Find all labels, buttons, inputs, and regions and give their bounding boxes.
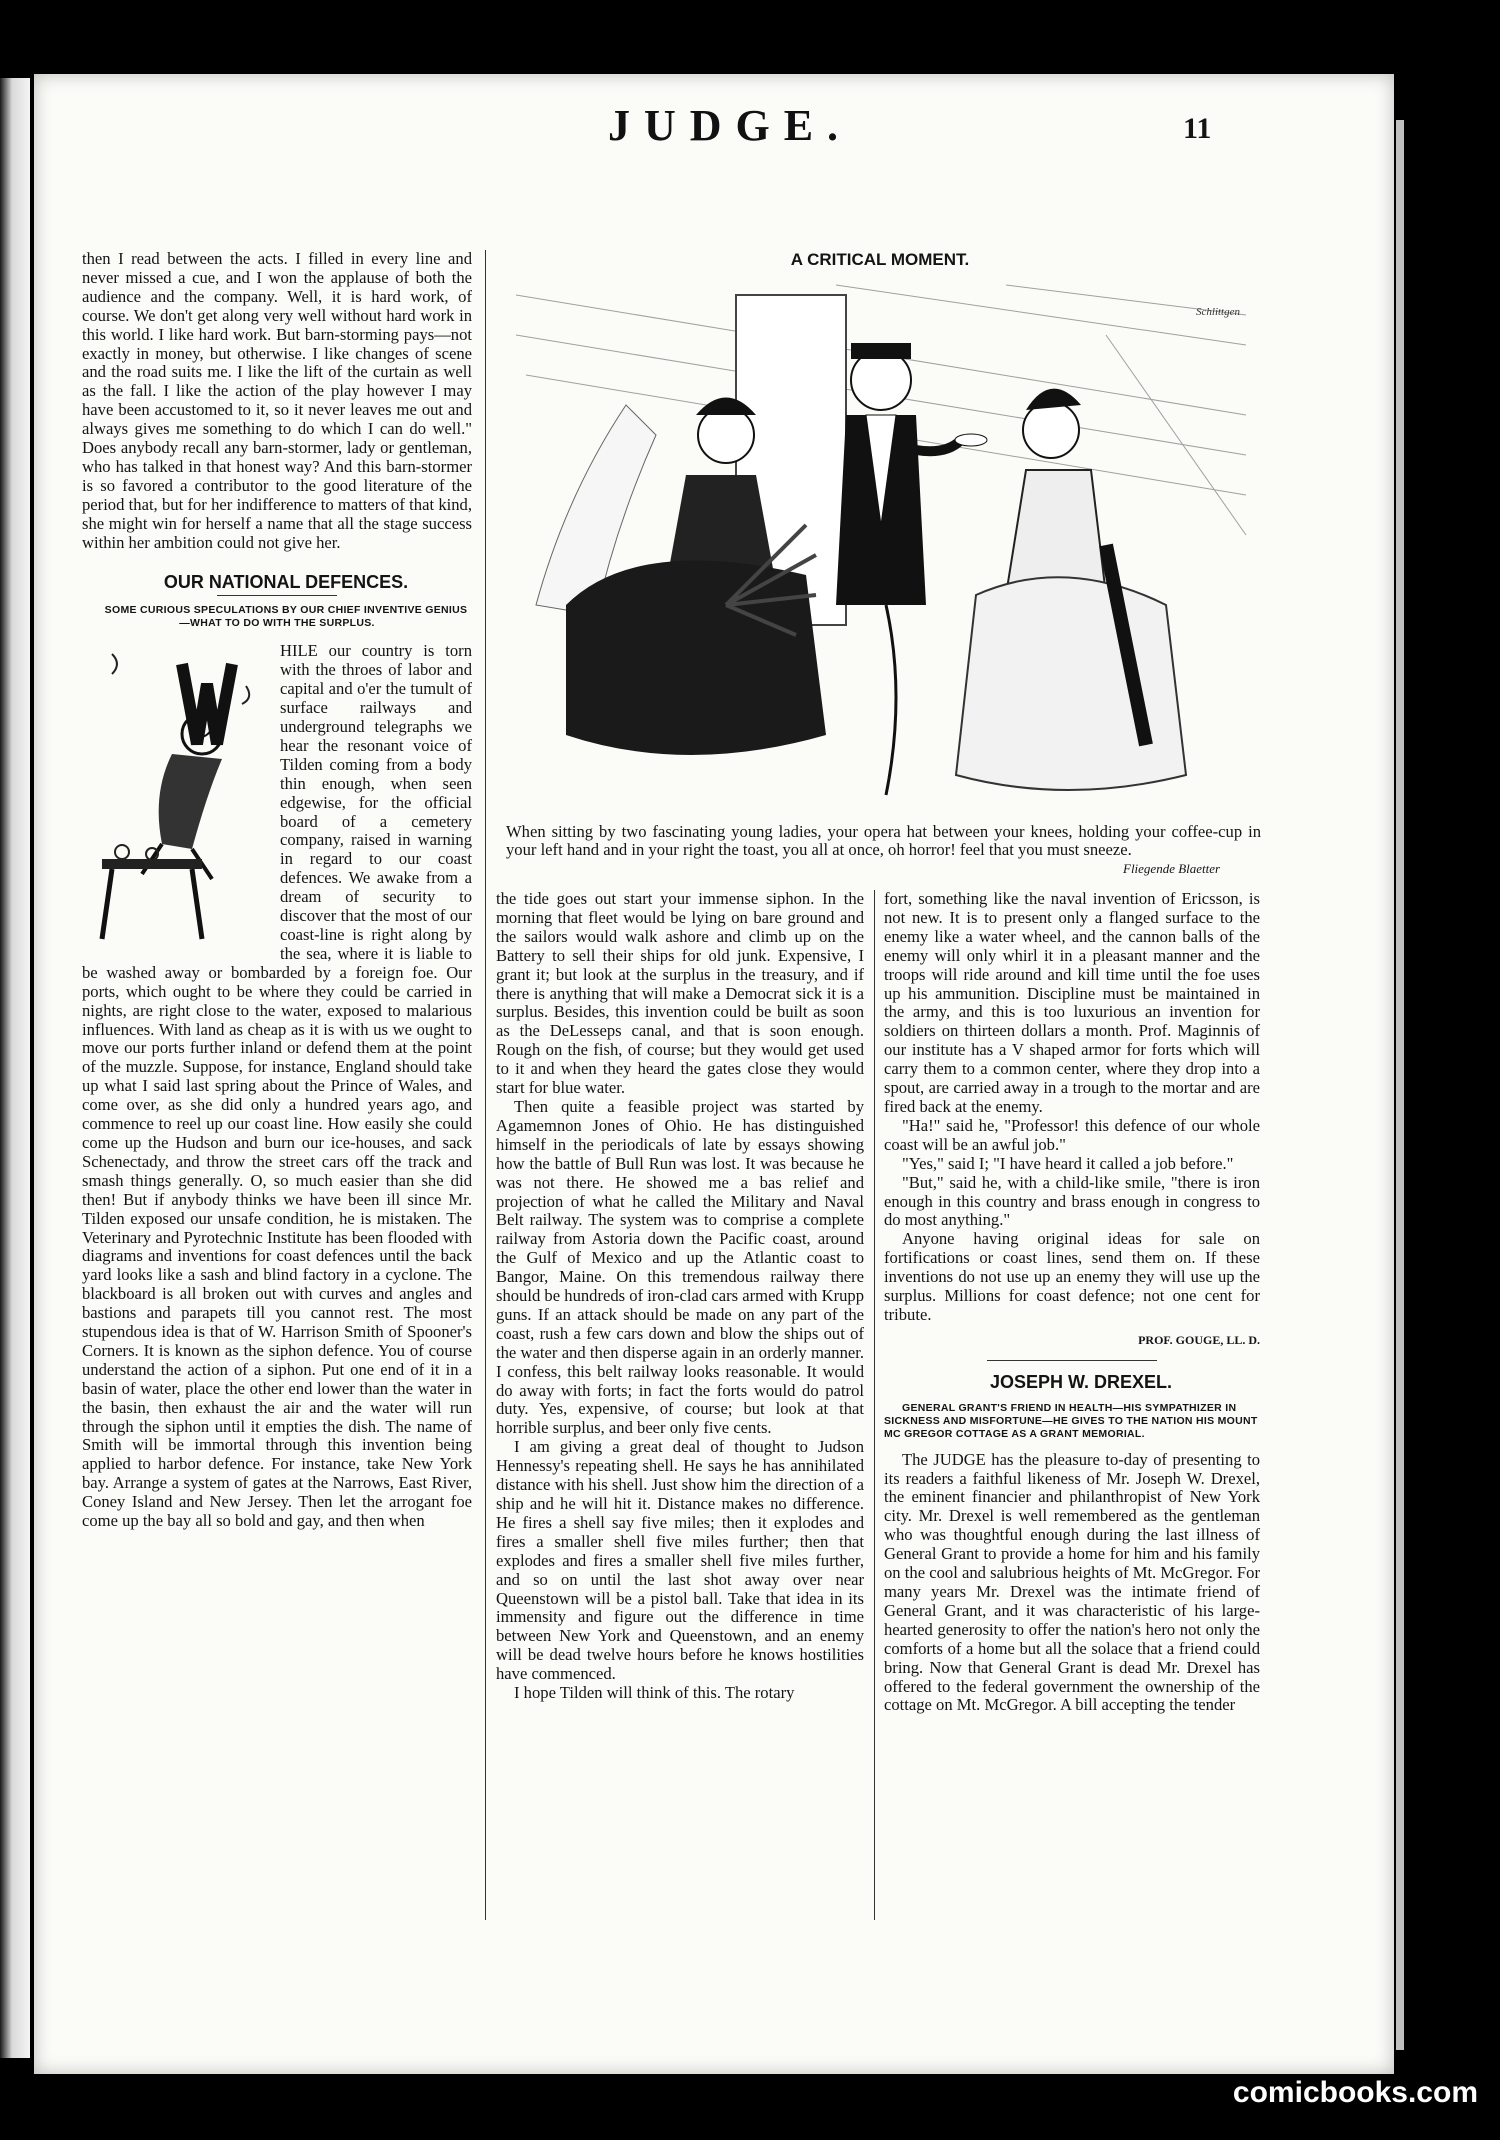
heading-rule: [987, 1360, 1157, 1361]
column-divider-1: [485, 250, 486, 1920]
article-signature: PROF. GOUGE, LL. D.: [1138, 1332, 1260, 1347]
column-2: [496, 890, 864, 1703]
paragraph: The JUDGE has the pleasure to-day of presenting to its readers a faithful likeness of Mr. Joseph W. Drexel, the eminent financier and philanthropist of New York city. Mr. Drexel is well remembered as the gentleman who was thoughtful enough during the last illness of General Grant to provide a home for him and his family on the cool and salubrious heights of Mt. McGregor. For many years Mr. Drexel was the intimate friend of General Grant, and it was characteristic of his large-hearted generosity to offer the nation's hero not only the comforts of a home but all the solace that a friend could bring. Now that General Grant is dead Mr. Drexel has offered to the federal government the ownership of the cottage on Mt. McGregor. A bill accepting the tender: [884, 1449, 1260, 1715]
masthead-title: JUDGE.: [607, 101, 853, 150]
cartoon-credit: Fliegende Blaetter: [1123, 861, 1221, 876]
paragraph: I hope Tilden will think of this. The rotary: [514, 1683, 795, 1703]
column-3: [884, 890, 1260, 1715]
article-heading: OUR NATIONAL DEFENCES.: [163, 571, 409, 592]
cartoon-title: A CRITICAL MOMENT.: [790, 250, 970, 269]
paragraph: I am giving a great deal of thought to Judson Hennessy's repeating shell. He says he has annihilated distance with his shell. Just show him the direction of a ship and he will hit it. Distance makes no difference. He fires a shell say five miles; then it explodes and fires a smaller shell five miles further; then that explodes and fires a smaller shell five miles further, and so on until the last shot away over near Queenstown will be a pistol ball. Take that idea in its immensity and figure out the difference in time between New York and Queenstown, and an enemy will be dead twelve hours before he knows hostilities have commenced.: [496, 1437, 864, 1684]
paragraph: "Yes," said I; "I have heard it called a job before.": [902, 1153, 1234, 1173]
cartoon-caption: When sitting by two fascinating young ladies, your opera hat between your knees, holding your coffee-cup in your left hand and in your right the toast, you all at once, oh horror! feel that you must sneeze.: [506, 822, 1261, 859]
drop-cap-w-illustration: [82, 644, 272, 944]
cartoon-signature: Schlittgen: [1196, 306, 1240, 318]
heading-rule: [217, 595, 337, 596]
site-watermark: comicbooks.com: [1232, 2076, 1478, 2109]
page-edge-shadow: [1396, 120, 1404, 2050]
paragraph: the tide goes out start your immense siphon. In the morning that fleet would be lying on bare ground and the sailors would walk ashore and climb up on the Battery to sell their ships for old junk. Expensive, I grant it; but look at the surplus in the treasury, and if there is anything that will make a Democrat sick it is a surplus. Besides, this invention could be built as soon as the DeLesseps canal, and that is soon enough. Rough on the fish, of course; but they would get used to it and when they heard the gates close they would start for blue water.: [496, 889, 864, 1098]
paragraph: then I read between the acts. I filled in every line and never missed a cue, and I won the applause of both the audience and the company. Well, it is hard work, of course. We don't get along very well without hard work in this world. I like hard work. But barn-storming pays—not exactly in money, but otherwise. I like changes of scene and the road suits me. I like the lift of the curtain as well as the fall. I like the action of the play however I may have been accustomed to it, so it never leaves me out and always gives me something to do which I can do well." Does anybody recall any barn-stormer, lady or gentleman, who has talked in that honest way? And this barn-stormer is so favored a contributor to the good literature of the period that, but for her indifference to matters of that kind, she might win for herself a name that all the stage success within her ambition could not give her.: [82, 249, 472, 552]
page-number: 11: [1183, 112, 1212, 145]
paragraph: fort, something like the naval invention of Ericsson, is not new. It is to present only a flanged surface to the enemy like a water wheel, and the cannon balls of the enemy will only whirl it in a pleasant manner and the troops will ride around and kill time until the foe uses up his ammunition. Discipline must be maintained in the army, and this is too luxurious an invention for soldiers on thirteen dollars a month. Prof. Maginnis of our institute has a V shaped armor for forts which will carry them to a common center, where they drop into a spout, are carried away in a trough to the mortar and are fired back at the enemy.: [884, 889, 1260, 1116]
previous-page-edge: [0, 78, 30, 2058]
article-subheading: GENERAL GRANT'S FRIEND IN HEALTH—HIS SYMPATHIZER IN SICKNESS AND MISFORTUNE—HE GIVES TO THE NATION HIS MOUNT MC GREGOR COTTAGE AS A GRANT MEMORIAL.: [884, 1401, 1258, 1440]
article-subheading: SOME CURIOUS SPECULATIONS BY OUR CHIEF INVENTIVE GENIUS—WHAT TO DO WITH THE SURPLUS.: [104, 604, 468, 630]
paragraph: "But," said he, with a child-like smile, "there is iron enough in this country and brass enough in congress to do most anything.": [884, 1172, 1260, 1230]
column-1: [82, 250, 472, 1531]
paragraph: Anyone having original ideas for sale on fortifications or coast lines, send them on. If these inventions do not use up an enemy they will use up the surplus. Millions for coast defence; not one cent for tribute.: [884, 1229, 1260, 1324]
column-divider-2: [874, 890, 875, 1920]
paragraph: "Ha!" said he, "Professor! this defence of our whole coast will be an awful job.": [884, 1115, 1260, 1154]
paragraph: HILE our country is torn with the throes of labor and capital and o'er the tumult of surface railways and underground telegraphs we hear the resonant voice of Tilden coming from a body thin enough, when seen edgewise, for the official board of a cemetery company, raised in warning in regard to our coast defences. We awake from a dream of security to discover that the most of our coast-line is right along by the sea, where it is liable to be washed away or bombarded by a foreign foe. Our ports, which ought to be where they could be carried in nights, are right close to the water, exposed to malarious influences. With land as cheap as it is with us we ought to move our ports further inland or defend them at the point of the muzzle. Suppose, for instance, England should take up what I said last spring about the Prince of Wales, and come over, as she did only a hundred years ago, and commence to reel up our coast line. How easily she could come up the Hudson and burn our ice-houses, and sack Schenectady, and throw the street cars off the track and smash things generally. O, so much easier than she did then! But if anybody thinks we have been ill since Mr. Tilden exposed our unsafe condition, he is mistaken. The Veterinary and Pyrotechnic Institute has been flooded with diagrams and inventions for coast defences until the back yard looks like a sash and blind factory in a cyclone. The blackboard is all broken out with curves and angles and bastions and parapets till you cannot rest. The most stupendous idea is that of W. Harrison Smith of Spooner's Corners. It is known as the siphon defence. You of course understand the action of a siphon. Put one end of it in a basin of water, place the other end lower than the water in the basin, then exhaust the air and the water will run through the siphon until it empties the dish. The name of Smith will be immortal through this invention being applied to harbor defence. For instance, take New York bay. Arrange a system of gates at the Narrows, East River, Coney Island and New Jersey. Then let the arrogant foe come up the bay all so bold and gay, and then when: [82, 641, 472, 1531]
article-heading: JOSEPH W. DREXEL.: [989, 1371, 1173, 1392]
paragraph: Then quite a feasible project was started by Agamemnon Jones of Ohio. He has distinguished himself in the periodicals of late by essays showing how the battle of Bull Run was lost. It was because he was not there. He showed me a bas relief and projection of what he called the Military and Naval Belt railway. The system was to comprise a complete railway from Astoria down the Pacific coast, around the Gulf of Mexico and up the Atlantic coast to Bangor, Maine. On this tremendous railway there should be hundreds of iron-clad cars armed with Krupp guns. If an attack should be made on any part of the coast, rush a few cars down and blow the ships out of the water and then disperse again in an orderly manner. I confess, this belt railway looks reasonable. It would do away with forts; in fact the forts would do patrol duty. Yes, expensive, of course; but look at that horrible surplus, and beer only five cents.: [496, 1096, 864, 1438]
cartoon-illustration: [506, 275, 1261, 820]
